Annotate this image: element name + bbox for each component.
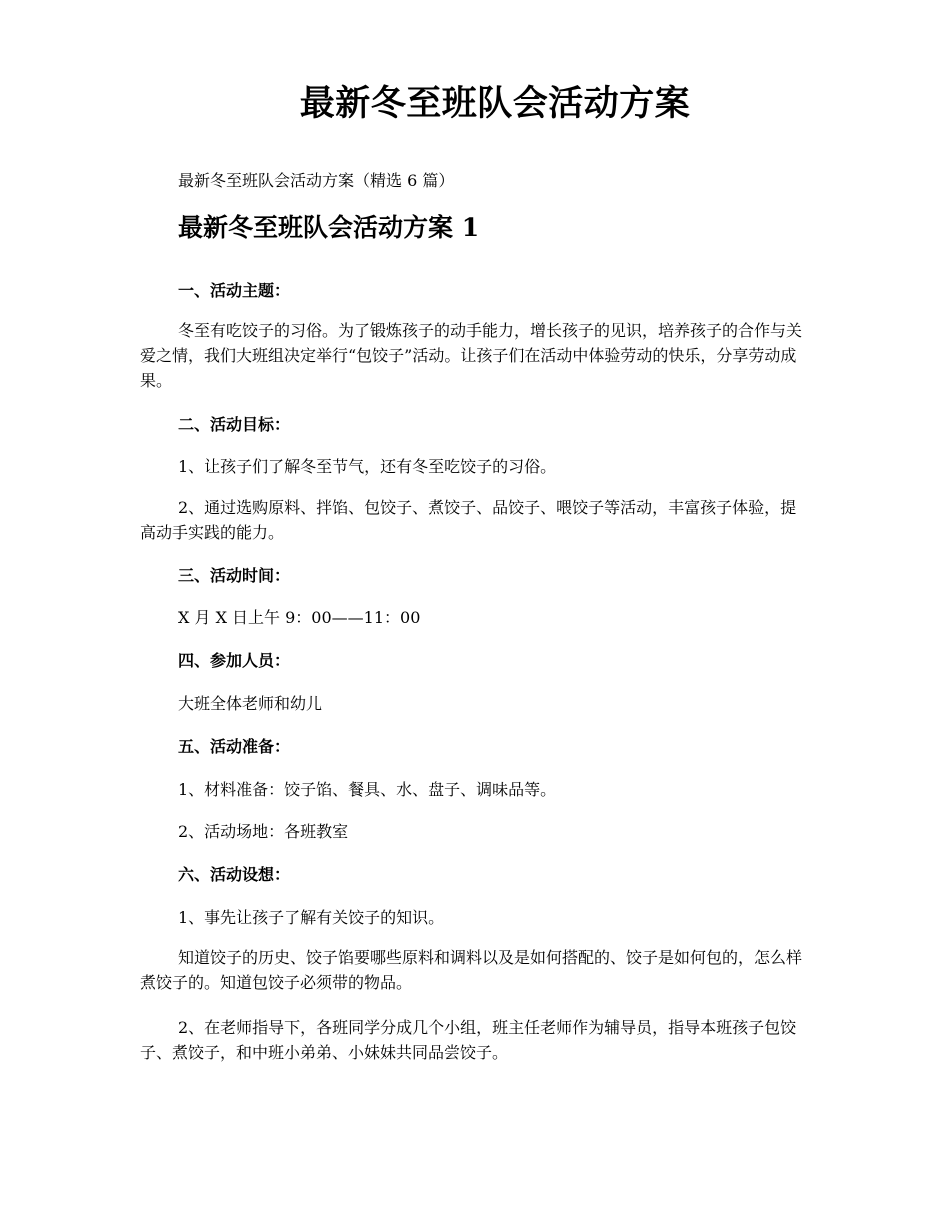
- goal-item-1: 1、让孩子们了解冬至节气，还有冬至吃饺子的习俗。: [178, 457, 557, 476]
- plan-item-2: 2、在老师指导下，各班同学分成几个小组，班主任老师作为辅导员，指导本班孩子包饺子、煮饺子，和中班小弟弟、小妹妹共同品尝饺子。: [140, 1018, 797, 1062]
- document-subtitle: 最新冬至班队会活动方案（精选 6 篇）: [178, 171, 455, 190]
- plan-item-1: 1、事先让孩子了解有关饺子的知识。: [178, 908, 445, 927]
- plan-item-1-detail: 知道饺子的历史、饺子馅要哪些原料和调料以及是如何搭配的、饺子是如何包的，怎么样煮饺子的。知道包饺子必须带的物品。: [140, 948, 803, 992]
- heading-preparation: 五、活动准备：: [178, 737, 291, 756]
- participants: 大班全体老师和幼儿: [178, 694, 323, 713]
- heading-theme: 一、活动主题：: [178, 281, 291, 300]
- activity-time: X 月 X 日上午 9：00——11：00: [178, 608, 421, 627]
- prep-item-1: 1、材料准备：饺子馅、餐具、水、盘子、调味品等。: [178, 780, 557, 799]
- heading-plan: 六、活动设想：: [178, 865, 291, 884]
- goal-item-2: 2、通过选购原料、拌馅、包饺子、煮饺子、品饺子、喂饺子等活动，丰富孩子体验，提高动手实践的能力。: [140, 498, 797, 542]
- heading-time: 三、活动时间：: [178, 566, 291, 585]
- paragraph-theme: 冬至有吃饺子的习俗。为了锻炼孩子的动手能力，增长孩子的见识，培养孩子的合作与关爱之情，我们大班组决定举行“包饺子”活动。让孩子们在活动中体验劳动的快乐，分享劳动成果。: [140, 321, 803, 390]
- heading-participants: 四、参加人员：: [178, 651, 291, 670]
- section-title: 最新冬至班队会活动方案 1: [178, 213, 480, 242]
- prep-item-2: 2、活动场地：各班教室: [178, 822, 349, 841]
- heading-goals: 二、活动目标：: [178, 415, 291, 434]
- document-title: 最新冬至班队会活动方案: [299, 83, 691, 124]
